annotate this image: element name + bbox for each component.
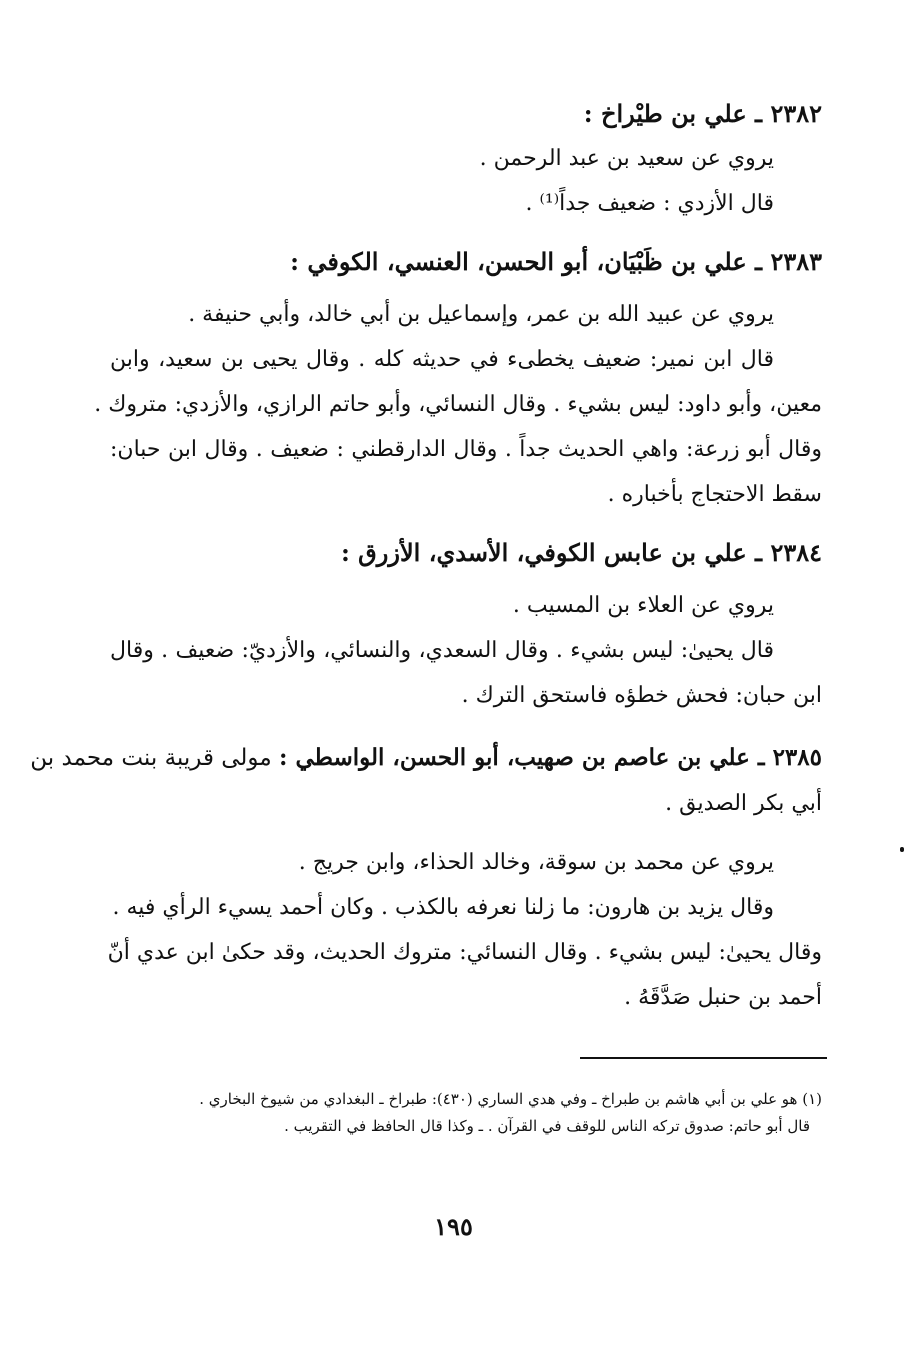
- footnote: [110, 1086, 822, 1140]
- entry-line: قال يحيىٰ: ليس بشيء . وقال السعدي، والنسائي، والأزديّ: ضعيف . وقال: [110, 638, 774, 663]
- entry-2384: [110, 533, 822, 718]
- entry-line: قال الأزدي : ضعيف جداً⁽¹⁾ .: [525, 191, 774, 216]
- entry-heading-detail: مولى قريبة بنت محمد بن: [30, 745, 279, 771]
- margin-speck: [900, 847, 904, 852]
- entry-2383: [94, 242, 822, 517]
- entry-line: قال ابن نمير: ضعيف يخطىء في حديثه كله . وقال يحيى بن سعيد، وابن: [110, 347, 774, 372]
- entry-2382: [110, 94, 822, 226]
- entry-line: يروي عن العلاء بن المسيب .: [512, 593, 774, 618]
- entry-heading: [30, 735, 822, 781]
- entry-heading: ٢٣٨٣ ـ علي بن ظَبْيَان، أبو الحسن، العنسي، الكوفي :: [290, 247, 822, 276]
- entry-line: ابن حبان: فحش خطؤه فاستحق الترك .: [461, 683, 822, 708]
- footnote-line: قال أبو حاتم: صدوق تركه الناس للوقف في القرآن . ـ وكذا قال الحافظ في التقريب .: [284, 1117, 810, 1135]
- entry-heading: ٢٣٨٢ ـ علي بن طيْراخ :: [583, 99, 822, 128]
- entry-line: يروي عن محمد بن سوقة، وخالد الحذاء، وابن جريج .: [298, 850, 774, 875]
- footnote-separator: [580, 1057, 827, 1059]
- entry-line: معين، وأبو داود: ليس بشيء . وقال النسائي، وأبو حاتم الرازي، والأزدي: متروك .: [94, 392, 822, 417]
- entry-line: وقال أبو زرعة: واهي الحديث جداً . وقال الدارقطني : ضعيف . وقال ابن حبان:: [110, 437, 822, 462]
- entry-2385: [30, 735, 822, 1020]
- entry-line: يروي عن عبيد الله بن عمر، وإسماعيل بن أبي خالد، وأبي حنيفة .: [188, 302, 774, 327]
- entry-heading: ٢٣٨٤ ـ علي بن عابس الكوفي، الأسدي، الأزرق :: [340, 538, 822, 567]
- entry-line: وقال يحيىٰ: ليس بشيء . وقال النسائي: متروك الحديث، وقد حكىٰ ابن عدي أنّ: [107, 940, 822, 965]
- entry-heading-continuation: أبي بكر الصديق .: [665, 791, 822, 816]
- entry-line: يروي عن سعيد بن عبد الرحمن .: [479, 146, 774, 171]
- entry-heading-name: ٢٣٨٥ ـ علي بن عاصم بن صهيب، أبو الحسن، الواسطي :: [278, 744, 822, 771]
- entry-line: سقط الاحتجاج بأخباره .: [607, 482, 822, 507]
- footnote-line: (١) هو علي بن أبي هاشم بن طبراخ ـ وفي هدي الساري (٤٣٠): طبراخ ـ البغدادي من شيوخ البخاري .: [199, 1090, 822, 1108]
- entry-line: أحمد بن حنبل صَدَّقَهُ .: [624, 985, 822, 1010]
- page-number: ١٩٥: [434, 1212, 473, 1241]
- entry-line: وقال يزيد بن هارون: ما زلنا نعرفه بالكذب . وكان أحمد يسيء الرأي فيه .: [112, 895, 774, 920]
